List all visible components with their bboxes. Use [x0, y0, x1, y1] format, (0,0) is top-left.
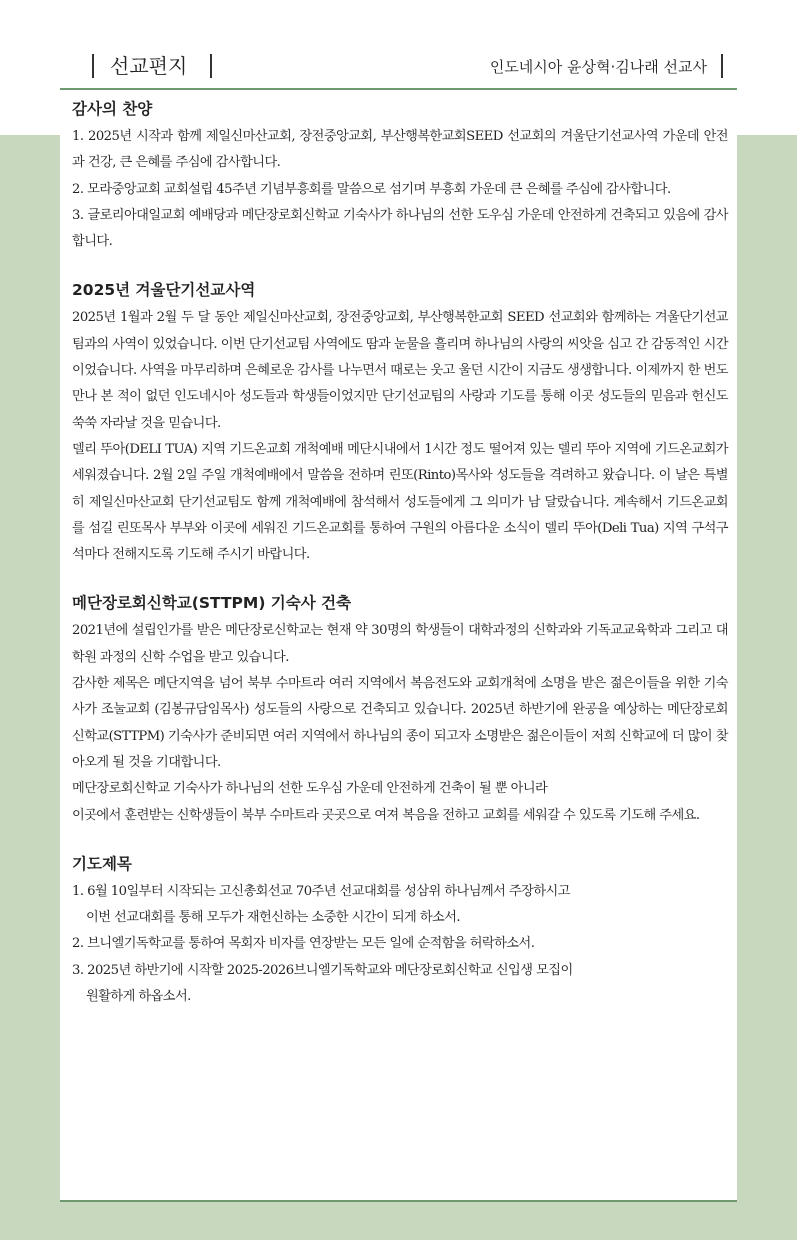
- paragraph: 2025년 1월과 2월 두 달 동안 제일신마산교회, 장전중앙교회, 부산행복한교회 SEED 선교회와 함께하는 겨울단기선교팀과의 사역이 있었습니다. 이번 단기선교팀 사역에도 땀과 눈물을 흘리며 하나님의 사랑의 씨앗을 심고 간 감동적인 시간이었습니다. 사역을 마무리하며 은혜로운 감사를 나누면서 때로는 웃고 울던 시간이 지금도 생생합니다. 이제까지 한 번도 만나 본 적이 없던 인도네시아 성도들과 학생들이었지만 단기선교팀의 사랑과 기도를 통해 이곳 성도들의 믿음과 헌신도 쑥쑥 자라날 것을 믿습니다.: [72, 310, 728, 431]
- right-green-border: [737, 135, 797, 1240]
- header-missionary-names: 인도네시아 윤상혁·김나래 선교사: [489, 58, 707, 76]
- paragraph: 델리 뚜아(DELI TUA) 지역 기드온교회 개척예배 메단시내에서 1시간 정도 떨어져 있는 델리 뚜아 지역에 기드온교회가 세워졌습니다. 2월 2일 주일 개척예배에서 말씀을 전하며 린또(Rinto)목사와 성도들을 격려하고 왔습니다. 이 날은 특별히 제일신마산교회 단기선교팀도 함께 개척예배에 참석해서 성도들에게 그 의미가 남 달랐습니다. 계속해서 기드온교회를 섬길 린또목사 부부와 이곳에 세워진 기드온교회를 통하여 구원의 아름다운 소식이 델리 뚜아(Deli Tua) 지역 구석구석마다 전해지도록 기도해 주시기 바랍니다.: [72, 441, 728, 563]
- paragraph: 감사한 제목은 메단지역을 넘어 북부 수마트라 여러 지역에서 복음전도와 교회개척에 소명을 받은 젊은이들을 위한 기숙사가 조눌교회 (김봉규담임목사) 성도들의 사랑으로 건축되고 있습니다. 2025년 하반기에 완공을 예상하는 메단장로회신학교(STTPM) 기숙사가 준비되면 여러 지역에서 하나님의 종이 되고자 소명받은 젊은이들이 저희 신학교에 더 많이 찾아오게 될 것을 기대합니다.: [72, 676, 728, 770]
- prayer-item: [72, 879, 728, 932]
- paragraph: 1. 2025년 시작과 함께 제일신마산교회, 장전중앙교회, 부산행복한교회SEED 선교회의 겨울단기선교사역 가운데 안전과 건강, 큰 은혜를 주심에 감사합니다.: [72, 129, 728, 171]
- prayer-item-text: 3. 2025년 하반기에 시작할 2025-2026브니엘기독학교와 메단장로회신학교 신입생 모집이: [72, 962, 573, 978]
- section-title: 감사의 찬양: [72, 100, 153, 118]
- prayer-item-text: 2. 브니엘기독학교를 통하여 목회자 비자를 연장받는 모든 일에 순적함을 허락하소서.: [72, 936, 535, 952]
- page-header: [60, 52, 737, 82]
- prayer-item-continued: 이번 선교대회를 통해 모두가 재헌신하는 소중한 시간이 되게 하소서.: [86, 910, 461, 926]
- section-winter-mission: [72, 277, 728, 568]
- section-prayer: [72, 851, 728, 1010]
- header-rule: [60, 88, 737, 90]
- left-green-border: [0, 135, 60, 1240]
- header-bar-right: [721, 54, 723, 78]
- paragraph: 2021년에 설립인가를 받은 메단장로신학교는 현재 약 30명의 학생들이 대학과정의 신학과와 기독교교육학과 그리고 대학원 과정의 신학 수업을 받고 있습니다.: [72, 623, 728, 665]
- bottom-green-band: [0, 1200, 797, 1240]
- paragraph: 2. 모라중앙교회 교회설립 45주년 기념부흥회를 말씀으로 섬기며 부흥회 가운데 큰 은혜를 주심에 감사합니다.: [72, 181, 671, 197]
- section-title: 기도제목: [72, 854, 132, 873]
- paragraph: 3. 글로리아대일교회 예배당과 메단장로회신학교 기숙사가 하나님의 선한 도우심 가운데 안전하게 건축되고 있음에 감사합니다.: [72, 207, 728, 250]
- prayer-item: [72, 931, 728, 957]
- prayer-item-text: 1. 6월 10일부터 시작되는 고신총회선교 70주년 선교대회를 성삼위 하나님께서 주장하시고: [72, 883, 570, 899]
- letter-body: [72, 96, 728, 1010]
- bottom-rule: [60, 1200, 737, 1202]
- paragraph: 메단장로회신학교 기숙사가 하나님의 선한 도우심 가운데 안전하게 건축이 될 뿐 아니라: [72, 781, 548, 797]
- prayer-item-continued: 원활하게 하옵소서.: [86, 989, 191, 1005]
- section-title: 2025년 겨울단기선교사역: [72, 281, 256, 300]
- prayer-item: [72, 958, 728, 1011]
- section-dormitory: [72, 590, 728, 828]
- header-bar-left: [92, 54, 94, 78]
- section-thanks: [72, 96, 728, 255]
- header-section-name: 선교편지: [110, 54, 188, 78]
- section-title: 메단장로회신학교(STTPM) 기숙사 건축: [72, 594, 352, 613]
- header-bar-mid: [210, 54, 212, 78]
- paragraph: 이곳에서 훈련받는 신학생들이 북부 수마트라 곳곳으로 여져 복음을 전하고 교회를 세워갈 수 있도록 기도해 주세요.: [72, 807, 700, 823]
